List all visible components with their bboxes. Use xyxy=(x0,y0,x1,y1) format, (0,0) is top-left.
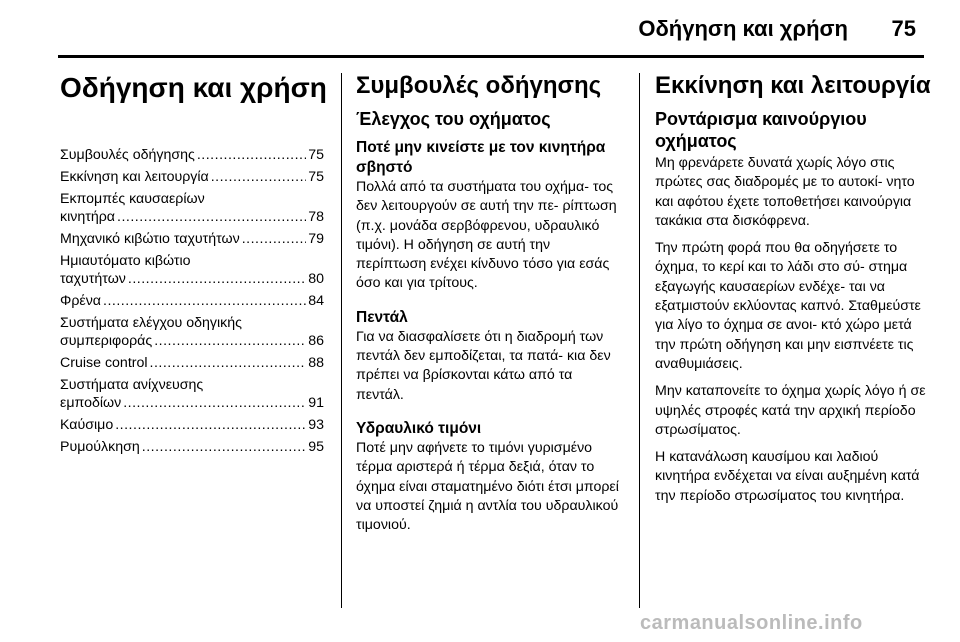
watermark: carmanualsonline.info xyxy=(640,612,863,634)
toc-entry-label: Εκκίνηση και λειτουργία xyxy=(60,169,209,185)
toc-entry-label: ταχυτήτων xyxy=(60,271,126,287)
toc-entry-label: εμποδίων xyxy=(60,395,122,411)
toc-entry[interactable] xyxy=(60,438,324,456)
toc-entry-label: Μηχανικό κιβώτιο ταχυτήτων xyxy=(60,231,240,247)
tips-column xyxy=(356,68,622,549)
toc-leader-dots xyxy=(103,292,306,310)
toc-entry[interactable] xyxy=(60,168,324,186)
toc-entry[interactable] xyxy=(60,190,324,226)
toc-entry-label: Καύσιμο xyxy=(60,417,114,433)
column-divider xyxy=(341,73,342,608)
start-paragraph: Την πρώτη φορά που θα οδηγήσετε το όχημα, το κερί και το λάδι στο σύ- στημα εξαγωγής καυσαερίων ενδέχε- ται να εξατμιστούν εκλύοντας καπνό. Σταθμεύστε για λίγο το όχημα σε ανοι- κτό χώρο μετά την πρώτη οδήγηση και μην εισπνέετε τις αναθυμιάσεις. xyxy=(655,240,921,372)
toc-page-number: 93 xyxy=(308,417,324,433)
toc-leader-dots xyxy=(117,208,306,226)
toc-entry-line: Συστήματα ανίχνευσης xyxy=(60,377,204,393)
running-title: Οδήγηση και χρήση xyxy=(638,16,848,41)
toc-entry-label: κινητήρα xyxy=(60,209,115,225)
column-divider xyxy=(639,73,640,608)
toc-page-number: 86 xyxy=(308,333,324,349)
header-rule xyxy=(58,55,924,58)
toc-entry-line: Ημιαυτόματο κιβώτιο xyxy=(60,253,191,269)
start-paragraph: Μη φρενάρετε δυνατά χωρίς λόγο στις πρώτες σας διαδρομές με το αυτοκί- νητο και αφότου έχετε τοποθετήσει καινούργια τακάκια στα δισκόφρενα. xyxy=(655,155,915,229)
toc-entry-label: Cruise control xyxy=(60,355,148,371)
toc-page-number: 79 xyxy=(308,231,324,247)
toc-entry[interactable] xyxy=(60,416,324,434)
toc-leader-dots xyxy=(150,354,307,372)
toc-leader-dots xyxy=(154,332,306,350)
start-paragraph: Η κατανάλωση καυσίμου και λαδιού κινητήρα ενδέχεται να είναι αυξημένη κατά την περίοδο στρωσίματος του κινητήρα. xyxy=(655,449,920,504)
toc-leader-dots xyxy=(142,438,306,456)
subsection-title: Ροντάρισμα καινούργιου οχήματος xyxy=(655,109,867,151)
toc-page-number: 88 xyxy=(308,355,324,371)
toc-entry-label: Ρυμούλκηση xyxy=(60,439,140,455)
page-header xyxy=(0,0,960,60)
page-number: 75 xyxy=(891,16,916,41)
toc-page-number: 78 xyxy=(308,209,324,225)
toc-list xyxy=(60,146,324,456)
toc-entry-label: Συμβουλές οδήγησης xyxy=(60,147,195,163)
toc-leader-dots xyxy=(123,394,306,412)
toc-entry[interactable] xyxy=(60,354,324,372)
subsection-title: Έλεγχος του οχήματος xyxy=(356,109,551,129)
chapter-title: Οδήγηση και χρήση xyxy=(60,72,327,103)
tip-heading: Ποτέ μην κινείστε με τον κινητήρα σβηστό xyxy=(356,139,606,176)
tip-block xyxy=(356,308,622,405)
tip-text: Για να διασφαλίσετε ότι η διαδρομή των πεντάλ δεν εμποδίζεται, τα πατά- κια δεν πρέπει να βρίσκονται κάτω από τα πεντάλ. xyxy=(356,328,611,403)
toc-leader-dots xyxy=(197,146,306,164)
tip-block xyxy=(356,419,622,535)
toc-entry[interactable] xyxy=(60,252,324,288)
section-title: Συμβουλές οδήγησης xyxy=(356,72,602,99)
toc-entry-line: Εκπομπές καυσαερίων xyxy=(60,191,205,207)
toc-page-number: 80 xyxy=(308,271,324,287)
toc-entry-label: συμπεριφοράς xyxy=(60,333,153,349)
tip-heading: Πεντάλ xyxy=(356,308,408,326)
start-paragraph: Μην καταπονείτε το όχημα χωρίς λόγο ή σε υψηλές στροφές κατά την αρχική περίοδο στρωσίματος. xyxy=(655,383,926,438)
toc-entry[interactable] xyxy=(60,230,324,248)
toc-page-number: 84 xyxy=(308,293,324,309)
toc-page-number: 75 xyxy=(308,169,324,185)
toc-entry-line: Συστήματα ελέγχου οδηγικής xyxy=(60,315,242,331)
toc-column xyxy=(60,68,327,460)
section-title: Εκκίνηση και λειτουργία xyxy=(655,72,931,99)
toc-entry[interactable] xyxy=(60,146,324,164)
toc-entry-label: Φρένα xyxy=(60,293,102,309)
toc-page-number: 75 xyxy=(308,147,324,163)
tip-text: Ποτέ μην αφήνετε το τιμόνι γυρισμένο τέρμα αριστερά ή τέρμα δεξιά, όταν το όχημα είναι σταματημένο διότι έτσι μπορεί να υποστεί ζημιά η αντλία του υδραυλικού τιμονιού. xyxy=(356,439,619,534)
toc-page-number: 95 xyxy=(308,439,324,455)
toc-entry[interactable] xyxy=(60,292,324,310)
start-column xyxy=(655,68,931,514)
toc-leader-dots xyxy=(128,270,306,288)
toc-entry[interactable] xyxy=(60,376,324,412)
toc-entry[interactable] xyxy=(60,314,324,350)
toc-leader-dots xyxy=(242,230,306,248)
toc-page-number: 91 xyxy=(308,395,324,411)
tip-block xyxy=(356,138,622,294)
tip-heading: Υδραυλικό τιμόνι xyxy=(356,419,482,437)
toc-leader-dots xyxy=(115,416,306,434)
toc-leader-dots xyxy=(211,168,306,186)
tip-text: Πολλά από τα συστήματα του οχήμα- τος δεν λειτουργούν σε αυτή την πε- ρίπτωση (π.χ. μονάδα σερβόφρενου, υδραυλικό τιμόνι). Η οδήγηση σε αυτή την περίπτωση ενέχει κίνδυνο τόσο για εσάς όσο και για τρίτους. xyxy=(356,179,617,292)
